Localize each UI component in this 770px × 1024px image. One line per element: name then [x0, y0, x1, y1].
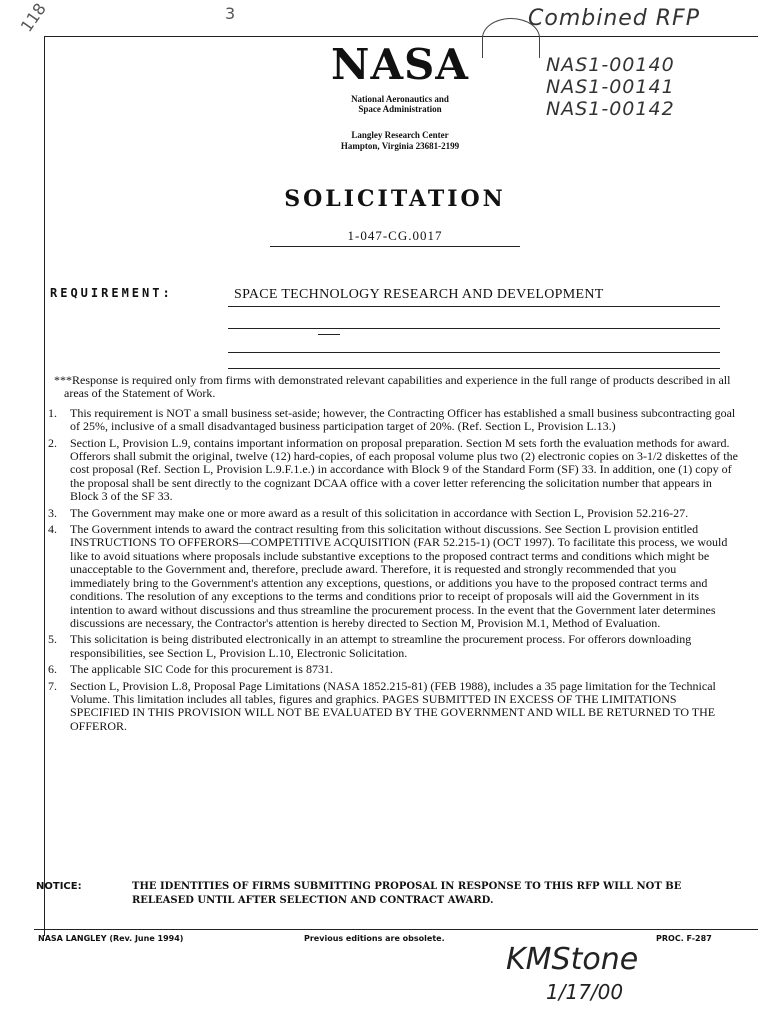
center-name: Langley Research Center [351, 130, 449, 140]
item-number: 5. [48, 632, 57, 647]
top-scribble: 3 [225, 4, 236, 23]
item-text: The Government intends to award the contract resulting from this solicitation without discussions. See Section L provision entitled INSTRUCTIONS TO OFFERORS—COMPETITIVE ACQUISITION (FAR 52.215-1) (OCT 1997). To facilitate this process, we would like to avoid situations where proposals include substantive exceptions to the proposed contract terms and conditions which might be unacceptable to the Government and, therefore, preclude award. Therefore, it is requested and strongly recommended that you immediately bring to the Government's attention any exceptions, questions, or additions you have to the proposed contract terms and conditions. The resolution of any exceptions to the terms and conditions prior to receipt of proposals will aid the Government in its intention to award without discussions and thus streamline the procurement process. In the event that the Government later determines discussions are necessary, the Contractor's attention is hereby directed to Section M, Provision M.1, Method of Evaluation. [70, 522, 728, 630]
handwritten-rfp-note: Combined RFP [528, 6, 700, 31]
obsolete-notice: Previous editions are obsolete. [304, 934, 445, 943]
solicitation-number-underline [270, 246, 520, 247]
list-item [48, 407, 738, 434]
solicitation-body [48, 374, 738, 736]
item-text: This solicitation is being distributed electronically in an attempt to streamline the procurement process. For offerors downloading responsibilities, see Section L, Provision L.10, Electronic Solicitation. [70, 632, 692, 660]
item-number: 6. [48, 662, 57, 677]
item-text: The applicable SIC Code for this procurement is 8731. [70, 662, 333, 677]
handwritten-contract-number: NAS1-00142 [546, 98, 675, 120]
requirement-value: SPACE TECHNOLOGY RESEARCH AND DEVELOPMENT [234, 287, 604, 302]
list-item [48, 663, 738, 676]
agency-name [300, 94, 500, 115]
item-number: 3. [48, 505, 57, 520]
requirement-label: REQUIREMENT: [50, 286, 173, 300]
footer-rule [34, 929, 758, 930]
item-text: Section L, Provision L.8, Proposal Page Limitations (NASA 1852.215-81) (FEB 1988), includes a 35 page limitation for the Technical Volume. This limitation includes all tables, figures and graphics. PAGES SUBMITTED IN EXCESS OF THE LIMITATIONS SPECIFIED IN THIS PROVISION WILL NOT BE EVALUATED BY THE GOVERNMENT AND WILL BE RETURNED TO THE OFFEROR. [70, 678, 716, 733]
requirement-dash [318, 334, 340, 335]
handwritten-contract-number: NAS1-00141 [546, 76, 675, 98]
item-text: Section L, Provision L.9, contains important information on proposal preparation. Section M sets forth the evaluation methods for award. Offerors shall submit the original, twelve (12) hard-copies, of each proposal volume plus two (2) electronic copies on 3-1/2 diskettes of the cost proposal (Ref. Section L, Provision L.9.F.1.e.) in accordance with Block 9 of the Standard Form (SF) 33. In addition, one (1) copy of the proposal shall be sent directly to the cognizant DCAA office with a cover letter referencing the solicitation number that appears in Block 3 of the SF 33. [70, 435, 738, 504]
notice-label: NOTICE: [36, 881, 82, 892]
requirement-line [228, 306, 720, 307]
nasa-masthead [300, 40, 500, 115]
center-address [290, 130, 510, 152]
item-text: This requirement is NOT a small business set-aside; however, the Contracting Officer has established a small business subcontracting goal of 25%, inclusive of a small disadvantaged business participation target of 20%. (Ref. Section L, Provision L.13.) [70, 405, 736, 434]
list-item [48, 680, 738, 734]
list-item [48, 633, 738, 660]
requirement-line [228, 368, 720, 369]
list-item [48, 523, 738, 630]
form-number: PROC. F-287 [656, 934, 712, 943]
notice-block [36, 880, 736, 908]
item-text: The Government may make one or more award as a result of this solicitation in accordance with Section L, Provision 52.216-27. [70, 505, 689, 520]
response-note: ***Response is required only from firms with demonstrated relevant capabilities and experience in the full range of products described in all areas of the Statement of Work. [54, 373, 731, 401]
notice-text: THE IDENTITIES OF FIRMS SUBMITTING PROPOSAL IN RESPONSE TO THIS RFP WILL NOT BE RELEASED UNTIL AFTER SELECTION AND CONTRACT AWARD. [132, 881, 682, 906]
solicitation-title: SOLICITATION [284, 186, 506, 212]
corner-scribble: 118 [16, 0, 50, 36]
handwritten-signature: KMStone [506, 942, 639, 977]
requirement-line [228, 352, 720, 353]
item-number: 1. [48, 405, 57, 420]
agency-line-1: National Aeronautics and [351, 94, 449, 104]
signature-date: 1/17/00 [546, 980, 624, 1004]
nasa-logo: NASA [331, 40, 469, 89]
form-revision: NASA LANGLEY (Rev. June 1994) [38, 934, 184, 943]
list-item [48, 507, 738, 520]
agency-line-2: Space Administration [358, 104, 442, 115]
list-item [48, 437, 738, 504]
item-number: 7. [48, 678, 57, 693]
center-location: Hampton, Virginia 23681-2199 [340, 140, 460, 151]
item-number: 4. [48, 522, 57, 537]
requirement-line [228, 328, 720, 329]
item-number: 2. [48, 435, 57, 450]
solicitation-number: 1-047-CG.0017 [347, 228, 443, 243]
handwritten-contract-number: NAS1-00140 [546, 54, 675, 76]
